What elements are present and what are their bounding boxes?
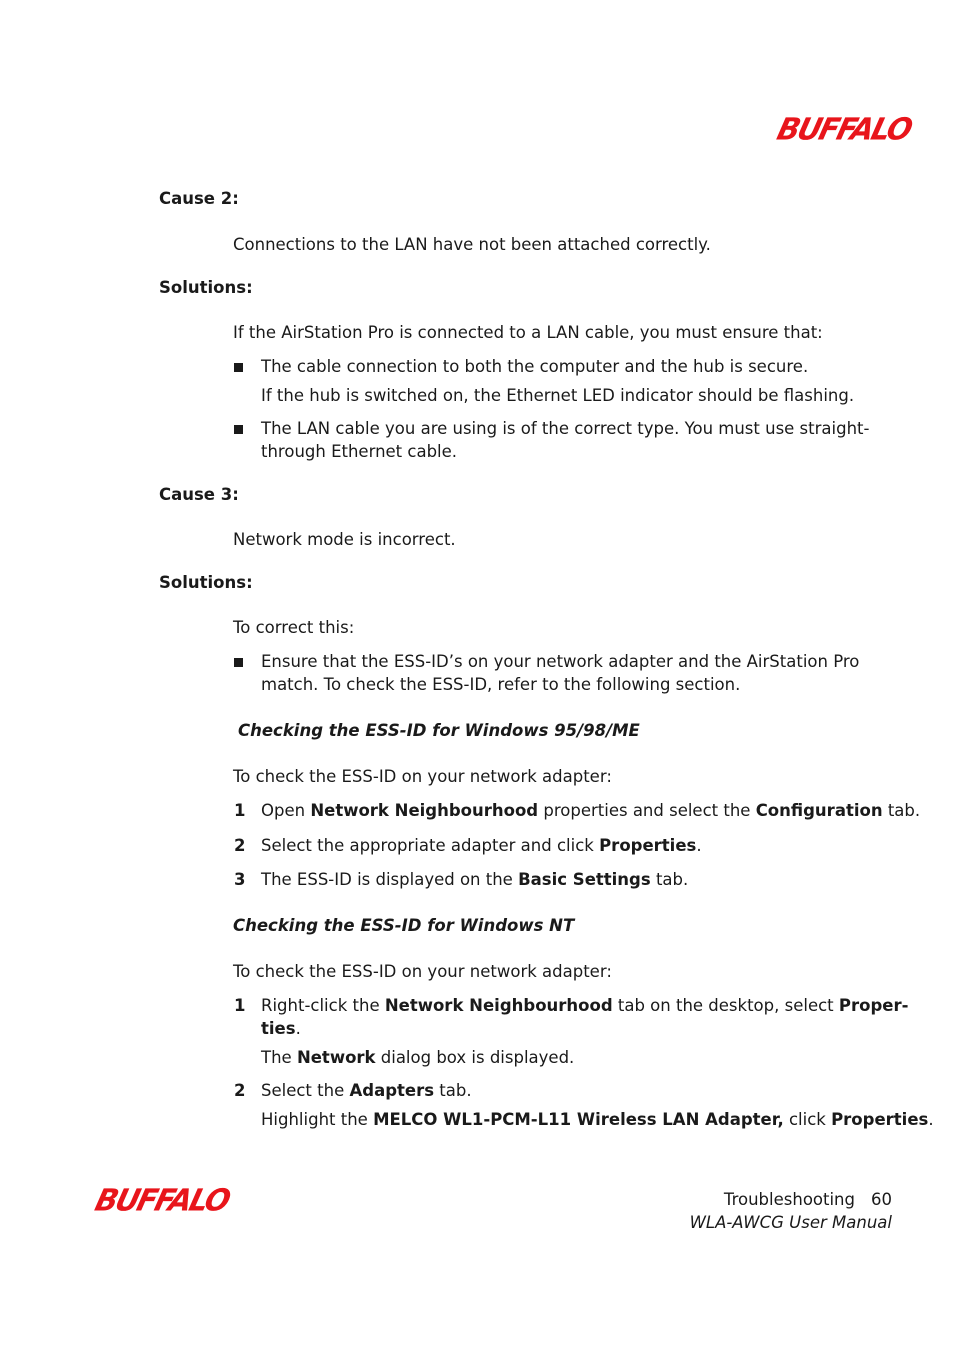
step-9x-1: Open Network Neighbourhood properties and select the Configuration tab.: [261, 801, 921, 820]
bullet-icon: [234, 658, 243, 667]
cause-3-heading: Cause 3:: [159, 485, 239, 504]
section-9x-intro: To check the ESS-ID on your network adapter:: [233, 767, 612, 786]
section-nt-title: Checking the ESS-ID for Windows NT: [233, 916, 575, 935]
bullet-2-line-1: The LAN cable you are using is of the correct type. You must use straight-: [261, 419, 870, 438]
solutions-2-heading: Solutions:: [159, 573, 253, 592]
bullet-1-line-1: The cable connection to both the computer and the hub is secure.: [261, 357, 809, 376]
solutions-2-bullet-line-1: Ensure that the ESS-ID’s on your network adapter and the AirStation Pro: [261, 652, 860, 671]
step-nt-1-note: The Network dialog box is displayed.: [261, 1048, 575, 1067]
cause-3-text: Network mode is incorrect.: [233, 530, 456, 549]
cause-2-heading: Cause 2:: [159, 189, 239, 208]
solutions-1-heading: Solutions:: [159, 278, 253, 297]
solutions-2-bullet-line-2: match. To check the ESS-ID, refer to the following section.: [261, 675, 741, 694]
cause-2-text: Connections to the LAN have not been attached correctly.: [233, 235, 711, 254]
step-9x-2: Select the appropriate adapter and click Properties.: [261, 836, 702, 855]
section-9x-title: Checking the ESS-ID for Windows 95/98/ME: [238, 721, 640, 740]
solutions-1-intro: If the AirStation Pro is connected to a LAN cable, you must ensure that:: [233, 323, 823, 342]
step-nt-2-note: Highlight the MELCO WL1-PCM-L11 Wireless LAN Adapter, click Properties.: [261, 1110, 934, 1129]
step-number: 3: [234, 870, 246, 889]
buffalo-logo: BUFFALO: [773, 111, 915, 147]
footer-section: [724, 1188, 892, 1211]
step-9x-3: The ESS-ID is displayed on the Basic Settings tab.: [261, 870, 689, 889]
step-number: 1: [234, 801, 246, 820]
bullet-icon: [234, 363, 243, 372]
step-nt-1-line-2: ties.: [261, 1019, 301, 1038]
bullet-1-line-2: If the hub is switched on, the Ethernet LED indicator should be flashing.: [261, 386, 855, 405]
bullet-2-line-2: through Ethernet cable.: [261, 442, 458, 461]
section-nt-intro: To check the ESS-ID on your network adapter:: [233, 962, 612, 981]
step-number: 1: [234, 996, 246, 1015]
footer-manual-title: WLA-AWCG User Manual: [689, 1213, 892, 1232]
bullet-icon: [234, 425, 243, 434]
footer-section-name: Troubleshooting: [723, 1190, 855, 1209]
step-number: 2: [234, 836, 246, 855]
buffalo-footer-logo: BUFFALO: [91, 1182, 233, 1218]
page-number: 60: [871, 1190, 892, 1209]
step-nt-2: Select the Adapters tab.: [261, 1081, 472, 1100]
solutions-2-intro: To correct this:: [233, 618, 355, 637]
step-nt-1-line-1: Right-click the Network Neighbourhood tab on the desktop, select Proper-: [261, 996, 909, 1015]
step-number: 2: [234, 1081, 246, 1100]
